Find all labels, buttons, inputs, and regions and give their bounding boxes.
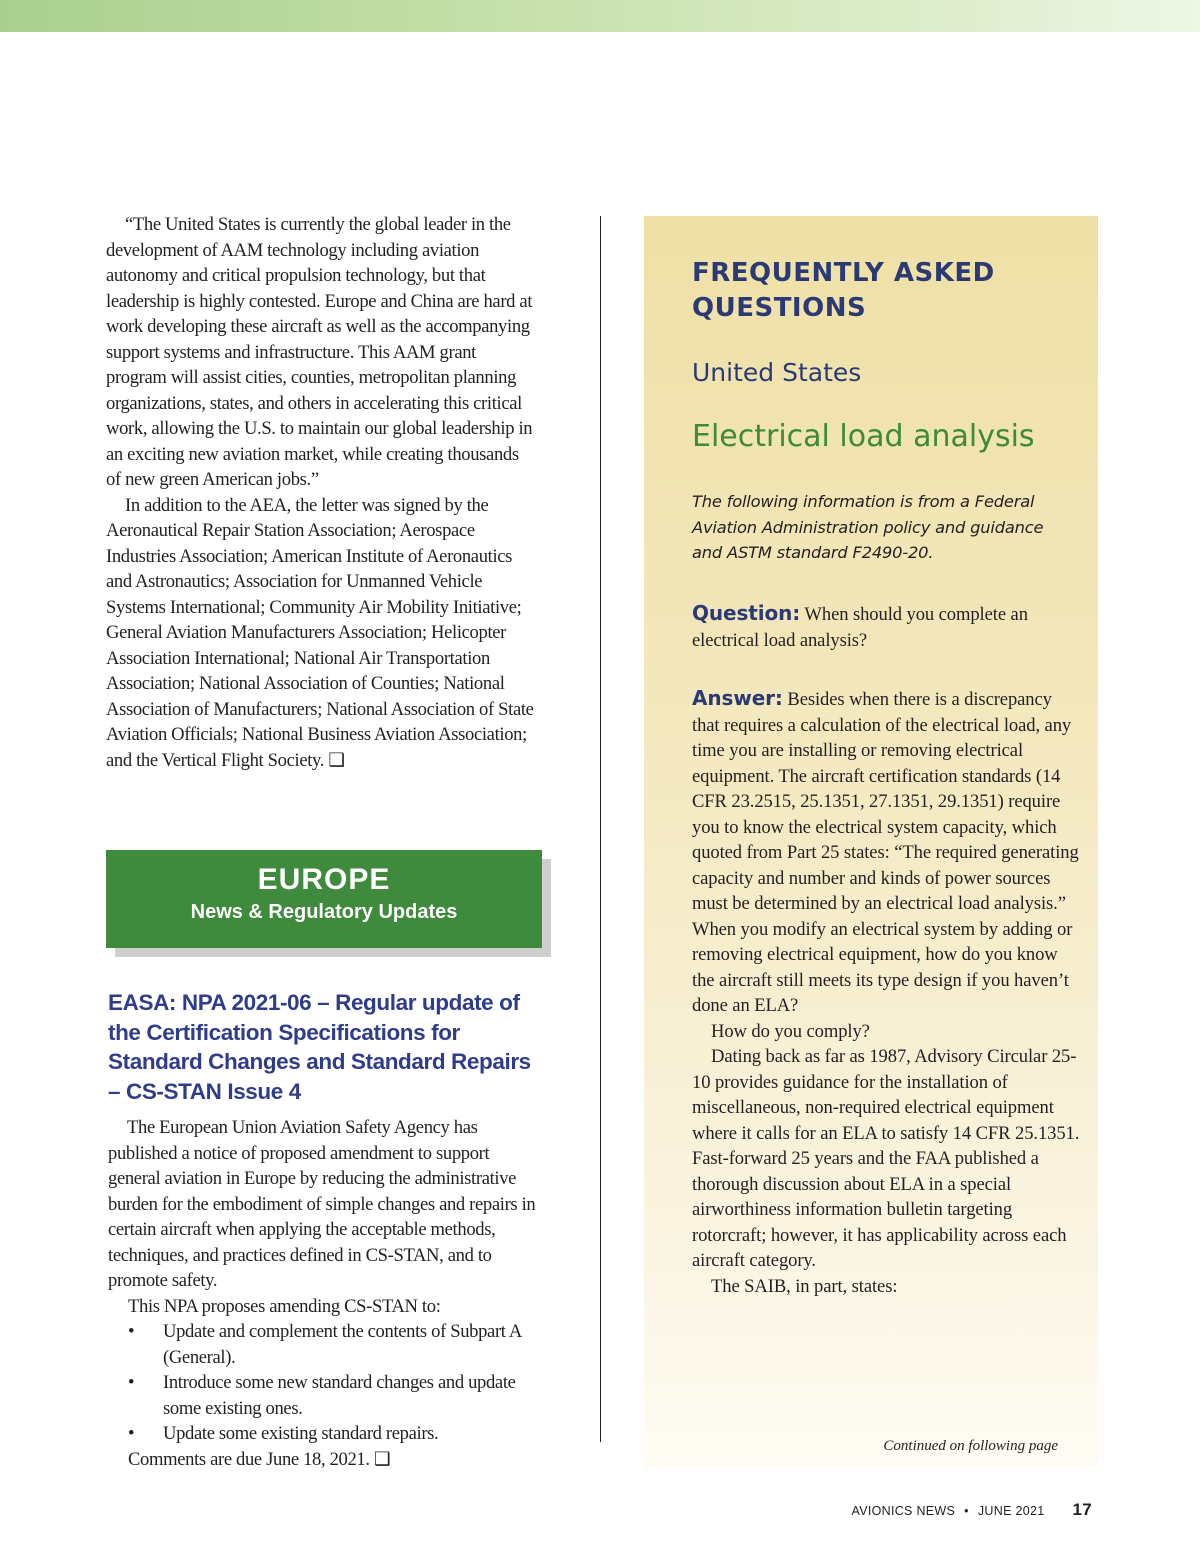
faq-title: FREQUENTLY ASKED QUESTIONS <box>692 258 995 323</box>
history-paragraph: Dating back as far as 1987, Advisory Circular 25-10 provides guidance for the installation of miscellaneous, non-required electrical equipment where it calls for an ELA to satisfy 14 CFR 25.1351. Fast-forward 25 years and the FAA published a thorough discussion about ELA in a special airworthiness information bulletin targeting rotorcraft; however, it has applicability across each aircraft category. <box>692 1046 1080 1271</box>
europe-title: EUROPE <box>257 863 391 896</box>
footer-separator: • <box>964 1504 969 1518</box>
easa-intro: The European Union Aviation Safety Agency has published a notice of proposed amendment to support general aviation in Europe by reducing the administrative burden for the embodiment of simple changes and repairs in certain aircraft when applying the acceptable methods, techniques, and practices defined in CS-STAN, and to promote safety. <box>108 1117 536 1291</box>
column-divider <box>600 216 601 1442</box>
faq-answer <box>692 686 1082 1299</box>
continued-note: Continued on following page <box>883 1438 1058 1454</box>
easa-article-body <box>108 1115 538 1472</box>
top-color-band <box>0 0 1200 32</box>
europe-section-banner <box>106 850 542 948</box>
question-label: Question: <box>692 601 801 625</box>
faq-region: United States <box>692 358 862 387</box>
comply-paragraph: How do you comply? <box>711 1020 870 1042</box>
page-number: 17 <box>1072 1500 1092 1519</box>
question-text: When should you complete an electrical load analysis? <box>692 604 1028 651</box>
quote-paragraph: “The United States is currently the global leader in the development of AAM technology including aviation autonomy and critical propulsion technology, but that leadership is highly contested. Europe and China are hard at work developing these aircraft as well as the accompanying support systems and infrastructure. This AAM grant program will assist cities, counties, metropolitan planning organizations, states, and others in accelerating this critical work, allowing the U.S. to maintain our global leadership in an exciting new aviation market, while creating thousands of new green American jobs.” <box>106 214 533 490</box>
easa-lead-in: This NPA proposes amending CS-STAN to: <box>128 1295 441 1317</box>
faq-question <box>692 601 1082 653</box>
easa-headline: EASA: NPA 2021-06 – Regular update of the Certification Specifications for Standard Changes and Standard Repairs – CS-STAN Issue 4 <box>108 990 531 1104</box>
publication-name: AVIONICS NEWS <box>851 1504 956 1518</box>
list-item: • Introduce some new standard changes and update some existing ones. <box>128 1372 516 1419</box>
faq-intro: The following information is from a Federal Aviation Administration policy and guidance and ASTM standard F2490-20. <box>692 492 1044 562</box>
easa-bullet-list <box>108 1319 538 1447</box>
signatories-paragraph: In addition to the AEA, the letter was signed by the Aeronautical Repair Station Association; Aerospace Industries Association; American Institute of Aeronautics and Astronautics; Association for Unmanned Vehicle Systems International; Community Air Mobility Initiative; General Aviation Manufacturers Association; Helicopter Association International; National Air Transportation Association; National Association of Counties; National Association of Manufacturers; National Association of State Aviation Officials; National Business Aviation Association; and the Vertical Flight Society. ❑ <box>106 494 534 771</box>
list-item: • Update and complement the contents of Subpart A (General). <box>128 1321 521 1368</box>
page-footer <box>851 1500 1092 1520</box>
bullet-glyph: • <box>128 1321 135 1342</box>
easa-closing: Comments are due June 18, 2021. ❑ <box>128 1448 391 1470</box>
list-item: • Update some existing standard repairs. <box>108 1421 538 1447</box>
faq-sidebar <box>644 216 1098 1469</box>
europe-subtitle: News & Regulatory Updates <box>190 901 458 923</box>
saib-paragraph: The SAIB, in part, states: <box>711 1275 898 1297</box>
left-column-text <box>106 212 536 773</box>
bullet-glyph: • <box>128 1372 135 1393</box>
answer-label: Answer: <box>692 686 783 710</box>
issue-date: JUNE 2021 <box>977 1504 1045 1518</box>
answer-text: Besides when there is a discrepancy that requires a calculation of the electrical load, any time you are installing or removing electrical equipment. The aircraft certification standards (14 CFR 23.2515, 25.1351, 27.1351, 29.1351) require you to know the electrical system capacity, which quoted from Part 25 states: “The required generating capacity and number and kinds of power sources must be determined by an electrical load analysis.” When you modify an electrical system by adding or removing electrical equipment, how do you know the aircraft still meets its type design if you haven’t done an ELA? <box>692 689 1079 1016</box>
bullet-glyph: • <box>128 1423 135 1444</box>
faq-topic: Electrical load analysis <box>692 419 1035 454</box>
